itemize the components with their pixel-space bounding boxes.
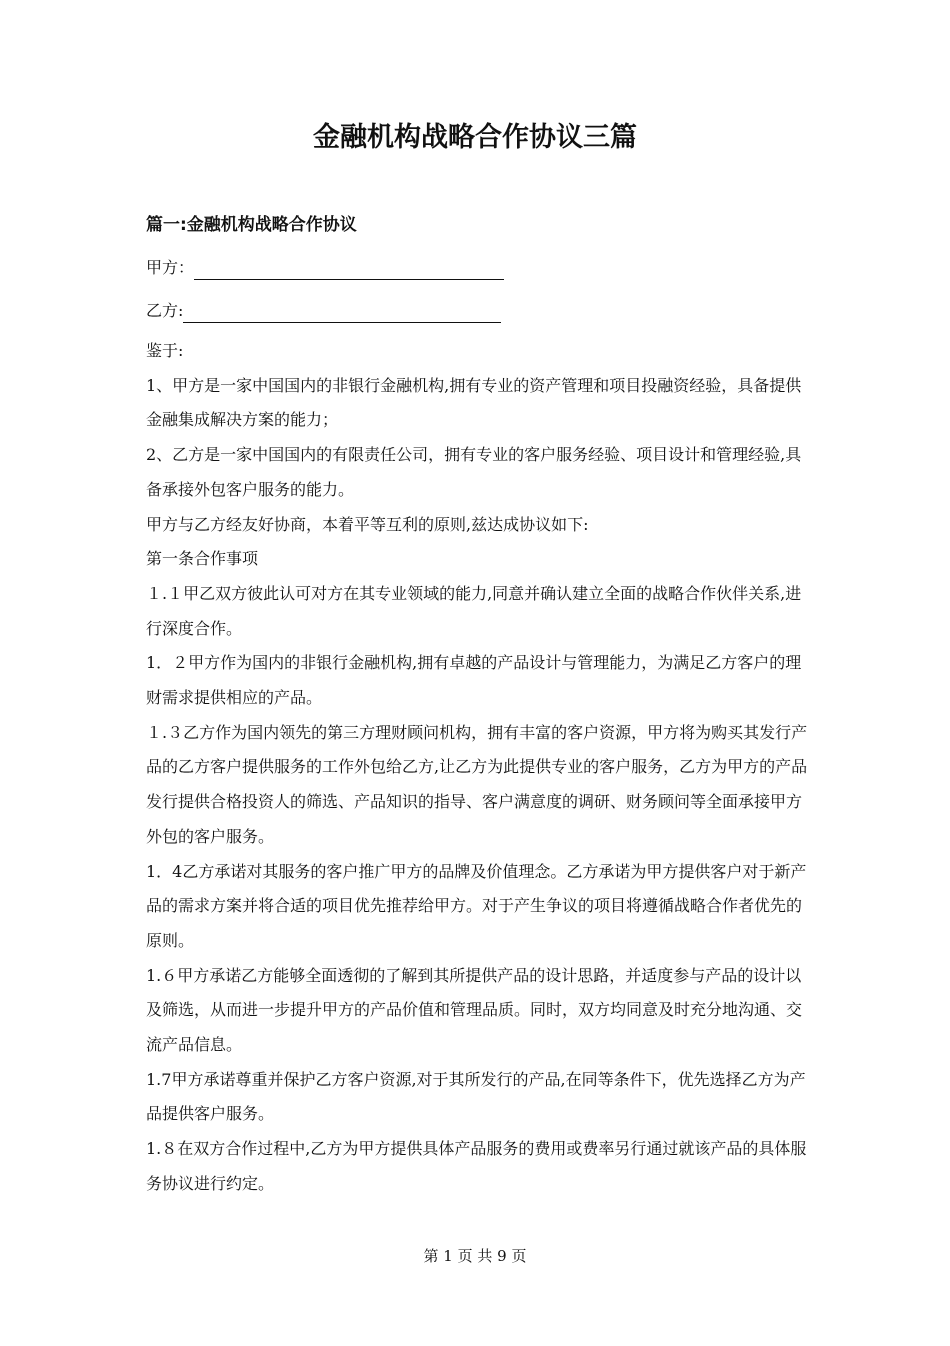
page-footer: 第 1 页 共 9 页 [423, 1247, 527, 1265]
party-a-line [146, 256, 504, 280]
party-a-blank [194, 259, 504, 280]
party-a-label: 甲方： [146, 258, 195, 277]
paragraph: 鉴于: [146, 341, 184, 360]
paragraph: 1、甲方是一家中国国内的非银行金融机构,拥有专业的资产管理和项目投融资经验，具备提供金融集成解决方案的能力； [146, 375, 802, 430]
article-heading: 第一条合作事项 [146, 549, 259, 569]
paragraph: 1.６甲方承诺乙方能够全面透彻的了解到其所提供产品的设计思路，并适度参与产品的设计以及筛选，从而进一步提升甲方的产品价值和管理品质。同时，双方均同意及时充分地沟通、交流产品信息。 [146, 965, 803, 1055]
paragraph: 2、乙方是一家中国国内的有限责任公司，拥有专业的客户服务经验、项目设计和管理经验,具备承接外包客户服务的能力。 [146, 445, 802, 499]
paragraph: 1.7甲方承诺尊重并保护乙方客户资源,对于其所发行的产品,在同等条件下，优先选择乙方为产品提供客户服务。 [146, 1069, 806, 1124]
paragraph: １.３乙方作为国内领先的第三方理财顾问机构，拥有丰富的客户资源，甲方将为购买其发行产品的乙方客户提供服务的工作外包给乙方,让乙方为此提供专业的客户服务，乙方为甲方的产品发行提供合格投资人的筛选、产品知识的指导、客户满意度的调研、财务顾问等全面承接甲方外包的客户服务。 [146, 722, 808, 846]
paragraph: 甲方与乙方经友好协商，本着平等互利的原则,兹达成协议如下: [146, 514, 589, 534]
paragraph: 1.８在双方合作过程中,乙方为甲方提供具体产品服务的费用或费率另行通过就该产品的具体服务协议进行约定。 [146, 1139, 807, 1193]
party-b-label: 乙方: [146, 301, 184, 320]
party-b-blank [183, 302, 501, 323]
party-b-line [146, 299, 501, 323]
paragraph: 1．２甲方作为国内的非银行金融机构,拥有卓越的产品设计与管理能力，为满足乙方客户的理财需求提供相应的产品。 [146, 653, 802, 708]
document-title: 金融机构战略合作协议三篇 [313, 122, 637, 153]
paragraph: １.１甲乙双方彼此认可对方在其专业领域的能力,同意并确认建立全面的战略合作伙伴关系,进行深度合作。 [146, 583, 802, 638]
paragraph: 1．4乙方承诺对其服务的客户推广甲方的品牌及价值理念。乙方承诺为甲方提供客户对于新产品的需求方案并将合适的项目优先推荐给甲方。对于产生争议的项目将遵循战略合作者优先的原则。 [146, 861, 807, 950]
document-body [146, 334, 814, 1202]
section-heading: 篇一:金融机构战略合作协议 [146, 215, 357, 235]
